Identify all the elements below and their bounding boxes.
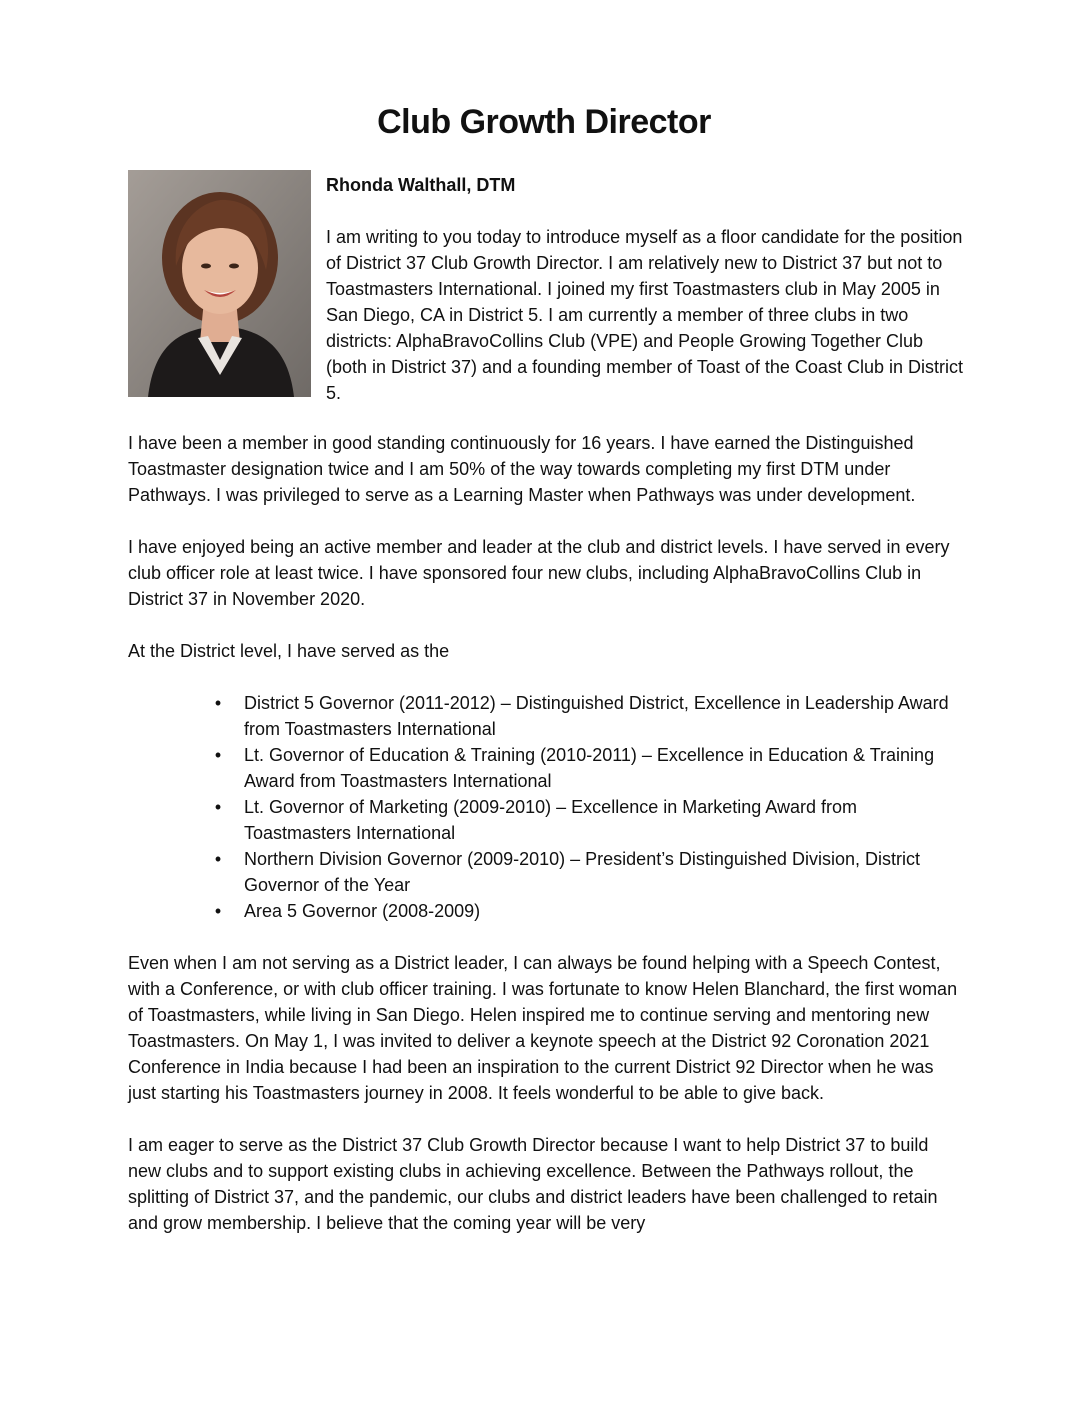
intro-paragraph: I am writing to you today to introduce myself as a floor candidate for the position of District 37 Club Growth Director. I am relatively new to District 37 but not to Toastmasters International. I joined my first Toastmasters club in May 2005 in San Diego, CA in District 5. I am currently a member of three clubs in two districts: AlphaBravoCollins Club (VPE) and People Growing Together Club (both in District 37) and a founding member of Toast of the Coast Club in District 5. bbox=[326, 227, 963, 403]
list-item bbox=[214, 898, 966, 924]
role-text: Area 5 Governor (2008-2009) bbox=[244, 901, 481, 921]
district-intro-paragraph: At the District level, I have served as the bbox=[128, 641, 450, 661]
eager-paragraph: I am eager to serve as the District 37 Club Growth Director because I want to help District 37 to build new clubs and to support existing clubs in achieving excellence. Between the Pathways rollout, the splitting of District 37, and the pandemic, our clubs and district leaders have been challenged to retain and grow membership. I believe that the coming year will be very bbox=[128, 1135, 938, 1233]
role-text: Lt. Governor of Marketing (2009-2010) – Excellence in Marketing Award from Toastmasters International bbox=[244, 797, 857, 843]
bullet-icon: • bbox=[214, 901, 222, 921]
helping-paragraph: Even when I am not serving as a District leader, I can always be found helping with a Speech Contest, with a Conference, or with club officer training. I was fortunate to know Helen Blanchard, the first woman of Toastmasters, while living in San Diego. Helen inspired me to continue serving and mentoring new Toastmasters. On May 1, I was invited to deliver a keynote speech at the District 92 Coronation 2021 Conference in India because I had been an inspiration to the current District 92 Director when he was just starting his Toastmasters journey in 2008. It feels wonderful to be able to give back. bbox=[128, 953, 958, 1103]
candidate-intro bbox=[326, 172, 966, 406]
list-item bbox=[214, 742, 966, 794]
bullet-icon: • bbox=[214, 849, 222, 869]
bullet-icon: • bbox=[214, 797, 222, 817]
bullet-icon: • bbox=[214, 693, 222, 713]
list-item bbox=[214, 690, 966, 742]
leadership-paragraph: I have enjoyed being an active member and leader at the club and district levels. I have served in every club officer role at least twice. I have sponsored four new clubs, including AlphaBravoCollins Club in District 37 in November 2020. bbox=[128, 537, 950, 609]
list-item bbox=[214, 846, 966, 898]
role-text: Northern Division Governor (2009-2010) – President’s Distinguished Division, District Governor of the Year bbox=[244, 849, 920, 895]
bullet-icon: • bbox=[214, 745, 222, 765]
letter-body bbox=[128, 430, 966, 1236]
district-roles-list bbox=[128, 690, 966, 924]
candidate-name: Rhonda Walthall, DTM bbox=[326, 175, 516, 195]
candidate-photo bbox=[128, 170, 311, 397]
list-item bbox=[214, 794, 966, 846]
role-text: Lt. Governor of Education & Training (2010-2011) – Excellence in Education & Training Award from Toastmasters International bbox=[244, 745, 935, 791]
role-text: District 5 Governor (2011-2012) – Distinguished District, Excellence in Leadership Award from Toastmasters International bbox=[244, 693, 949, 739]
membership-paragraph: I have been a member in good standing continuously for 16 years. I have earned the Distinguished Toastmaster designation twice and I am 50% of the way towards completing my first DTM under Pathways. I was privileged to serve as a Learning Master when Pathways was under development. bbox=[128, 433, 916, 505]
page-title: Club Growth Director bbox=[377, 103, 711, 141]
